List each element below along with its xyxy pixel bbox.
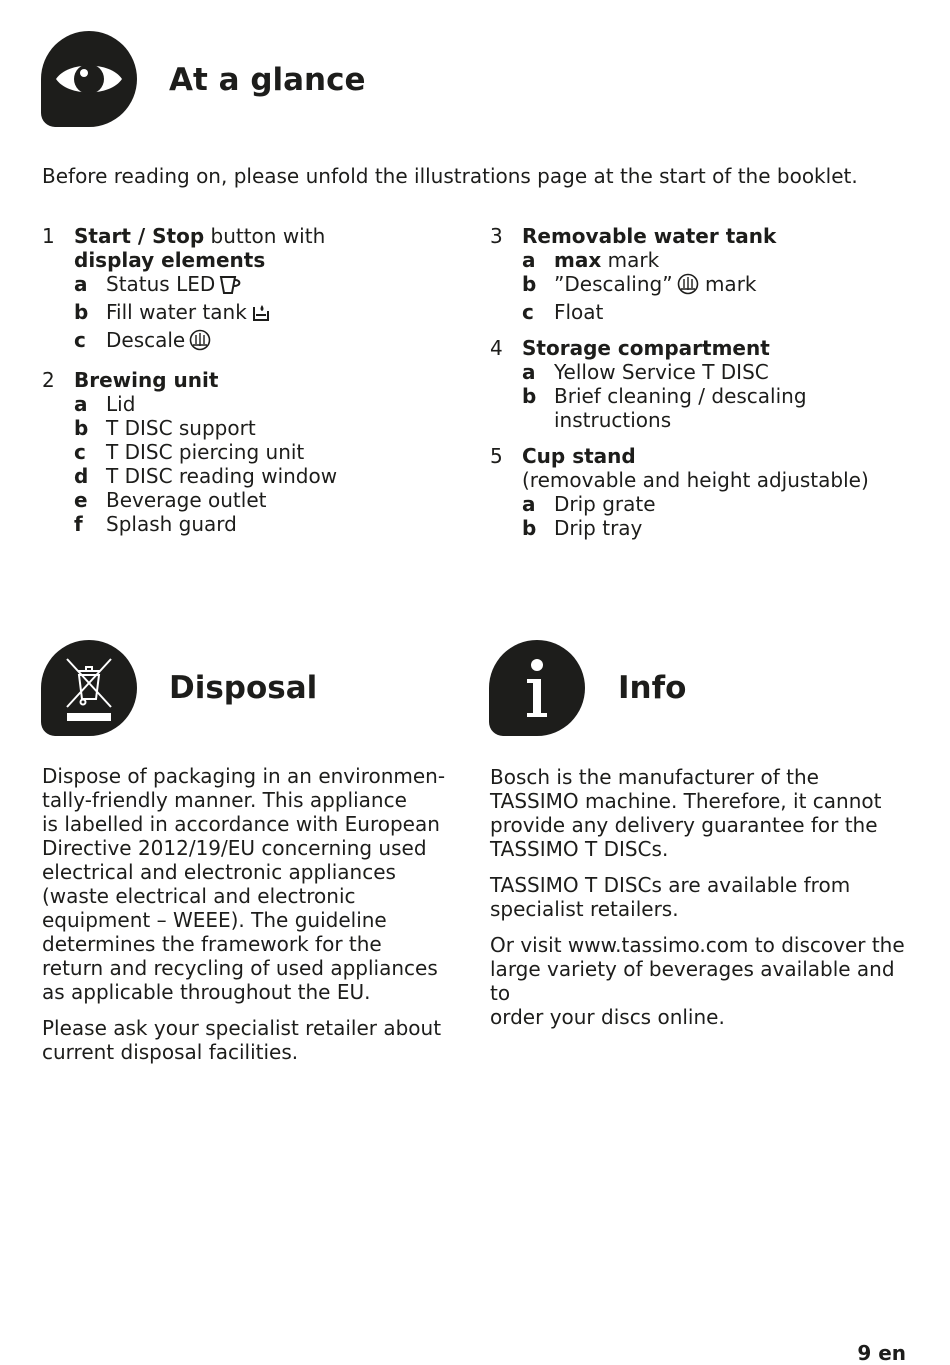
crossed-bin-icon (59, 653, 119, 723)
descale-icon (189, 329, 211, 356)
sub-item (74, 300, 462, 328)
sub-text-2: mark (698, 272, 757, 296)
page-number: 9 en (857, 1341, 906, 1365)
sub-item (522, 384, 910, 432)
sub-letter: d (74, 464, 89, 488)
list-item-5 (490, 444, 910, 540)
text-line: Directive 2012/19/EU concerning used (42, 836, 427, 860)
item-number: 4 (490, 336, 503, 360)
sub-item (74, 272, 462, 300)
sub-letter: a (522, 248, 536, 272)
item-title: Brewing unit (74, 368, 219, 392)
info-icon (517, 653, 557, 723)
item-title-rest: button with (204, 224, 326, 248)
item-title: Start / Stop (74, 224, 205, 248)
info-paragraph-2 (490, 873, 920, 921)
section-title-info: Info (618, 670, 687, 706)
sub-text: Drip tray (554, 516, 643, 540)
text-line: return and recycling of used appliances (42, 956, 438, 980)
sub-item (522, 516, 910, 540)
eye-icon-badge (41, 31, 137, 127)
sub-letter: a (74, 392, 88, 416)
sub-letter: b (522, 384, 537, 408)
sub-letter: a (522, 492, 536, 516)
sub-text: Brief cleaning / descaling (554, 384, 807, 408)
sub-item (522, 248, 910, 272)
section-title-at-a-glance: At a glance (169, 62, 366, 98)
sub-text: ”Descaling” (554, 272, 673, 296)
text-line: Or visit www.tassimo.com to discover the (490, 933, 905, 957)
text-line: as applicable throughout the EU. (42, 980, 371, 1004)
item-number: 5 (490, 444, 503, 468)
text-line: Dispose of packaging in an environmen- (42, 764, 446, 788)
sub-letter: a (74, 272, 88, 296)
water-tank-icon (251, 303, 271, 328)
sub-item (74, 416, 462, 440)
sub-item (74, 392, 462, 416)
parts-list-right (490, 224, 910, 552)
parts-list-left (42, 224, 462, 548)
text-line: provide any delivery guarantee for the (490, 813, 878, 837)
text-line: specialist retailers. (490, 897, 679, 921)
text-line: is labelled in accordance with European (42, 812, 440, 836)
item-title: Removable water tank (522, 224, 777, 248)
text-line: determines the framework for the (42, 932, 382, 956)
sub-text: Yellow Service T DISC (554, 360, 769, 384)
info-text (490, 765, 920, 1041)
text-line: TASSIMO T DISCs. (490, 837, 669, 861)
sub-letter: c (74, 328, 86, 352)
sub-item (522, 300, 910, 324)
list-item-3 (490, 224, 910, 324)
intro-text: Before reading on, please unfold the illustrations page at the start of the booklet. (42, 164, 858, 188)
disposal-paragraph-2 (42, 1016, 462, 1064)
sub-text-line2: instructions (554, 408, 672, 432)
text-line: Bosch is the manufacturer of the (490, 765, 819, 789)
item-number: 3 (490, 224, 503, 248)
sub-text: T DISC support (106, 416, 256, 440)
sub-text: Fill water tank (106, 300, 247, 324)
cup-icon (219, 275, 243, 300)
item-title-line2: display elements (74, 248, 266, 272)
eye-icon (54, 57, 124, 101)
item-title: Cup stand (522, 444, 636, 468)
sub-letter: c (522, 300, 534, 324)
sub-letter: e (74, 488, 88, 512)
list-item-2 (42, 368, 462, 536)
sub-text: Drip grate (554, 492, 656, 516)
disposal-paragraph-1 (42, 764, 462, 1004)
sub-text: Beverage outlet (106, 488, 267, 512)
text-line: large variety of beverages available and to (490, 957, 895, 1005)
sub-item (74, 464, 462, 488)
sub-item (74, 440, 462, 464)
sub-text: mark (601, 248, 660, 272)
sub-text: Float (554, 300, 604, 324)
disposal-text (42, 764, 462, 1076)
text-line: tally-friendly manner. This appliance (42, 788, 407, 812)
sub-letter: a (522, 360, 536, 384)
sub-text: Status LED (106, 272, 216, 296)
item-title: Storage compartment (522, 336, 770, 360)
text-line: current disposal facilities. (42, 1040, 299, 1064)
list-item-4 (490, 336, 910, 432)
descale-icon (677, 273, 699, 300)
info-icon-badge (489, 640, 585, 736)
sub-letter: b (522, 272, 537, 296)
text-line: (waste electrical and electronic (42, 884, 356, 908)
disposal-icon-badge (41, 640, 137, 736)
info-paragraph-3 (490, 933, 920, 1029)
sub-item (74, 328, 462, 356)
text-line: TASSIMO T DISCs are available from (490, 873, 851, 897)
sub-letter: c (74, 440, 86, 464)
item-number: 1 (42, 224, 55, 248)
sub-letter: f (74, 512, 83, 536)
text-line: electrical and electronic appliances (42, 860, 396, 884)
sub-text: Lid (106, 392, 136, 416)
sub-item (74, 512, 462, 536)
sub-text: Descale (106, 328, 186, 352)
text-line: TASSIMO machine. Therefore, it cannot (490, 789, 882, 813)
sub-letter: b (74, 300, 89, 324)
list-item-1 (42, 224, 462, 356)
sub-text: T DISC piercing unit (106, 440, 305, 464)
sub-letter: b (522, 516, 537, 540)
sub-bold: max (554, 248, 602, 272)
text-line: Please ask your specialist retailer about (42, 1016, 442, 1040)
sub-item (74, 488, 462, 512)
section-title-disposal: Disposal (169, 670, 318, 706)
sub-text: T DISC reading window (106, 464, 338, 488)
sub-item (522, 492, 910, 516)
info-paragraph-1 (490, 765, 920, 861)
sub-letter: b (74, 416, 89, 440)
item-number: 2 (42, 368, 55, 392)
sub-text: Splash guard (106, 512, 237, 536)
text-line: equipment – WEEE). The guideline (42, 908, 387, 932)
item-title-line2: (removable and height adjustable) (522, 468, 869, 492)
sub-item (522, 360, 910, 384)
sub-item (522, 272, 910, 300)
text-line: order your discs online. (490, 1005, 725, 1029)
